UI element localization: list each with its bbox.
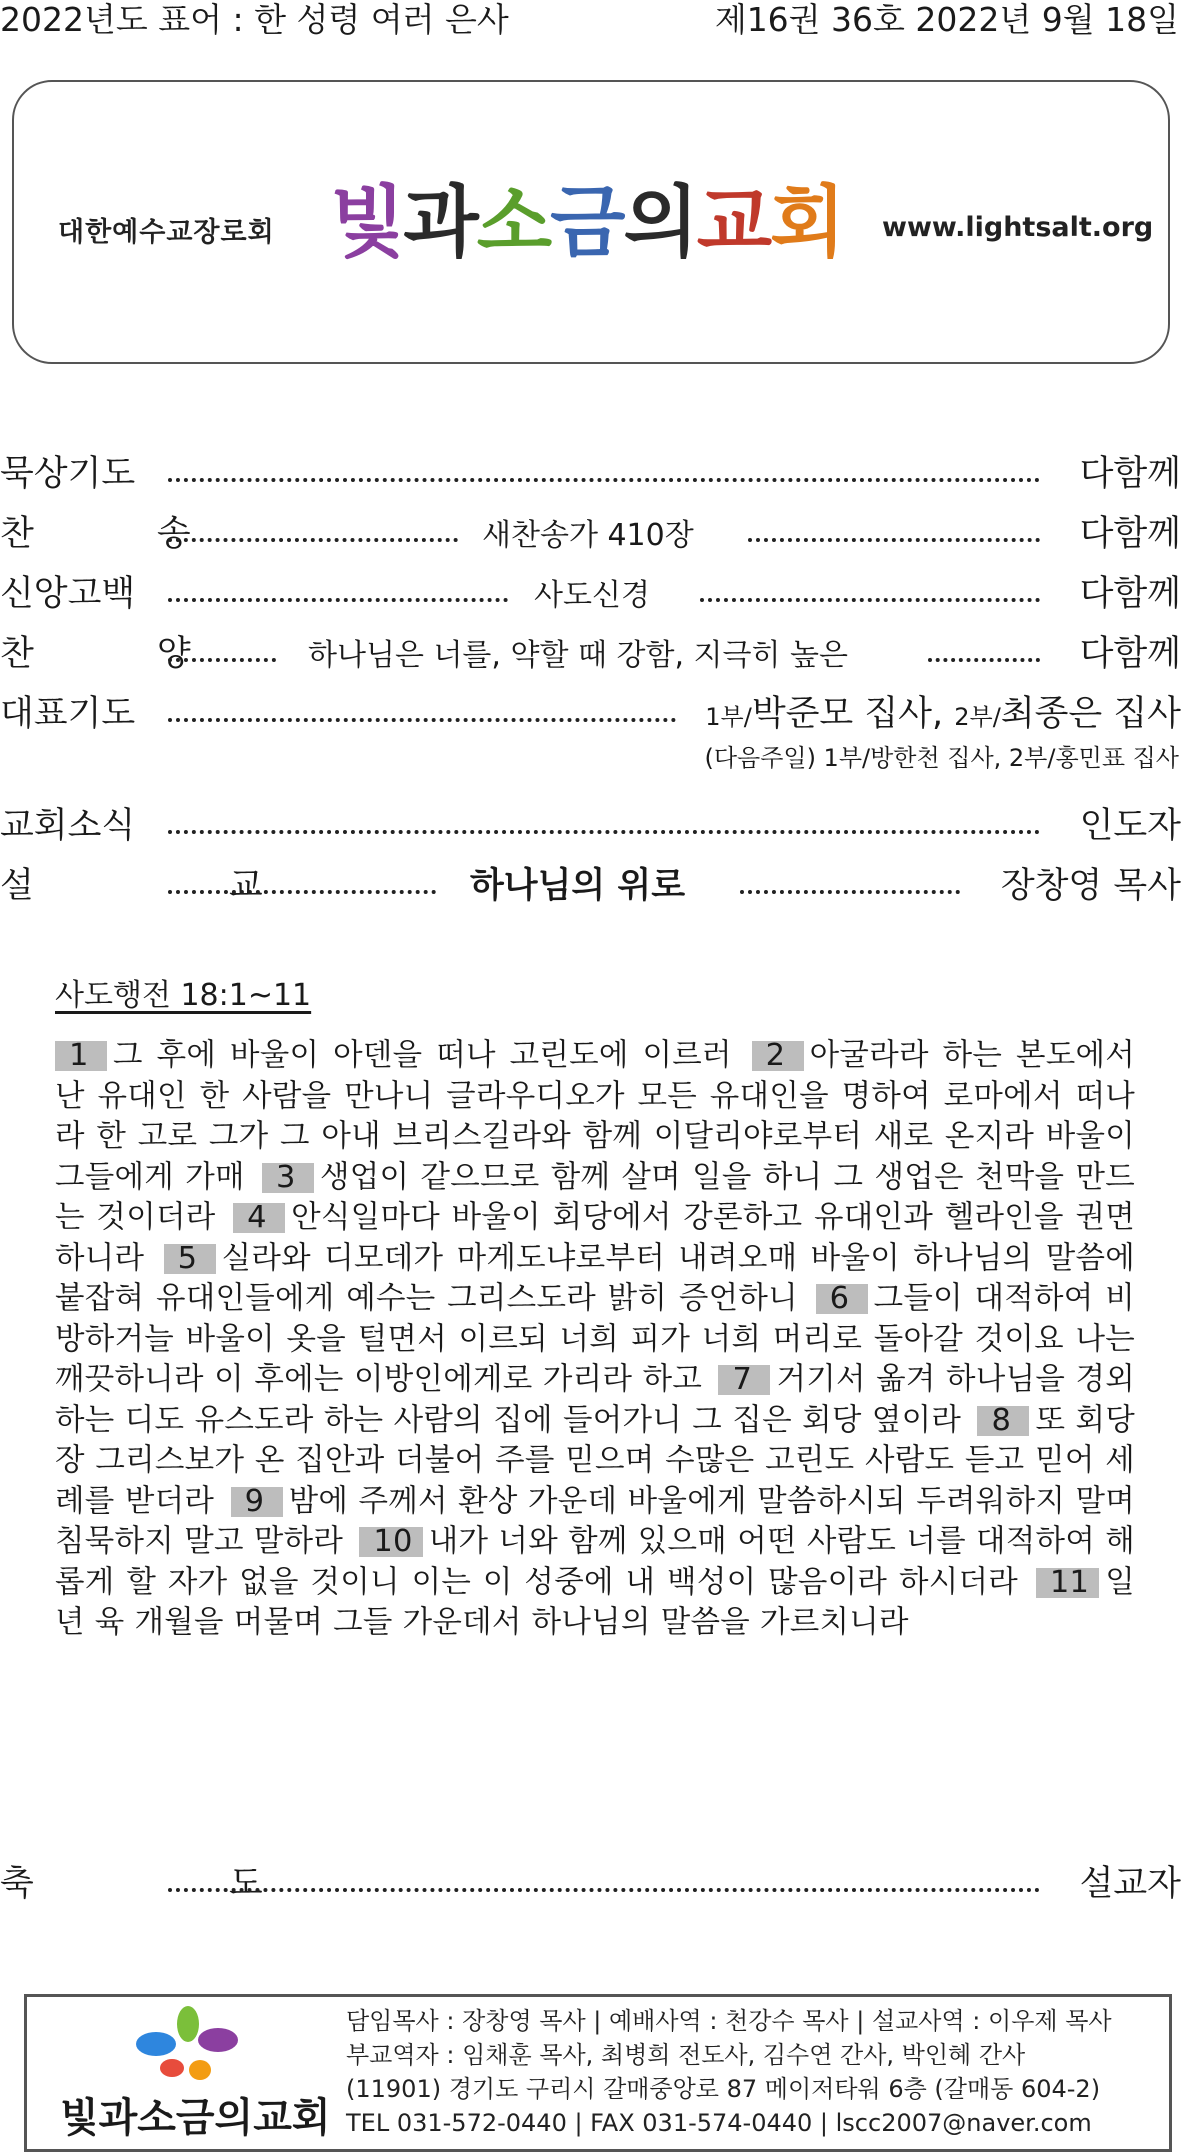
- order-row-representative-prayer: [0, 688, 1181, 740]
- dot-leader: [168, 598, 508, 602]
- order-label: 교회소식: [0, 806, 136, 846]
- order-label: 축 도: [0, 1864, 355, 1904]
- preacher: 장창영 목사: [1000, 866, 1181, 906]
- petal-bottom-right-icon: [189, 2060, 211, 2080]
- issue-date: 제16권 36호 2022년 9월 18일: [714, 0, 1179, 39]
- petal-left-icon: [136, 2032, 176, 2056]
- dot-leader: [168, 890, 436, 894]
- order-leader: 다함께: [1079, 454, 1181, 494]
- dot-leader: [700, 598, 1040, 602]
- order-row-creed: [0, 568, 1181, 620]
- church-website[interactable]: www.lightsalt.org: [882, 212, 1154, 243]
- verse-text: 거기서 옮겨 하나님을 경외하는 디도 유스도라 하는 사람의 집에 들어가니 그 집은 회당 옆이라: [55, 1362, 1135, 1438]
- verse-number: 4: [233, 1203, 285, 1233]
- order-label: 묵상기도: [0, 454, 136, 494]
- verse-number: 6: [816, 1284, 868, 1314]
- order-label: 대표기도: [0, 694, 136, 734]
- dot-leader: [168, 830, 1040, 834]
- order-label: 찬 송: [0, 514, 247, 554]
- footer-staff: 부교역자 : 임채훈 목사, 최병희 전도사, 김수연 간사, 박인혜 간사: [346, 2041, 1026, 2069]
- order-row-announcements: [0, 800, 1181, 852]
- order-row-hymn: [0, 508, 1181, 560]
- dot-leader: [168, 478, 1040, 482]
- dot-leader: [168, 658, 276, 662]
- verse-text: 그들이 대적하여 비방하거늘 바울이 옷을 털면서 이르되 너희 피가 너희 머리로 돌아갈 것이요 나는 깨끗하니라 이 후에는 이방인에게로 가리라 하고: [55, 1281, 1135, 1397]
- scripture-text: [55, 1036, 1135, 1644]
- petal-top-icon: [177, 2006, 199, 2042]
- verse-text: 밤에 주께서 환상 가운데 바울에게 말씀하시되 두려워하지 말며 침묵하지 말고 말하라: [55, 1483, 1135, 1559]
- order-leader: 인도자: [1079, 806, 1181, 846]
- service-1-label: 1부/: [705, 703, 752, 731]
- logo-char: 회: [770, 178, 844, 268]
- sermon-title: 하나님의 위로: [470, 866, 686, 906]
- dot-leader: [748, 538, 1040, 542]
- dot-leader: [168, 1888, 1040, 1892]
- verse-number: 2: [752, 1041, 804, 1071]
- scripture-reference: 사도행전 18:1~11: [55, 978, 312, 1013]
- annual-motto: 2022년도 표어 : 한 성령 여러 은사: [0, 0, 509, 39]
- order-label: 설 교: [0, 866, 355, 906]
- verse-number: 9: [231, 1487, 283, 1517]
- service-1-prayer: 박준모 집사,: [751, 694, 944, 734]
- verse-text: 안식일마다 바울이 회당에서 강론하고 유대인과 헬라인을 권면하니라: [55, 1200, 1135, 1276]
- verse-number: 5: [164, 1244, 216, 1274]
- logo-char: 빛: [330, 178, 404, 268]
- order-row-silent-prayer: [0, 448, 1181, 500]
- dot-leader: [740, 890, 960, 894]
- verse-text: 실라와 디모데가 마게도냐로부터 내려오매 바울이 하나님의 말씀에 붙잡혀 유대인들에게 예수는 그리스도라 밝히 증언하니: [55, 1240, 1135, 1316]
- petal-right-icon: [198, 2028, 238, 2052]
- footer-church-logo: 빛과소금의교회: [60, 2095, 331, 2141]
- footer-pastors: 담임목사 : 장창영 목사 | 예배사역 : 천강수 목사 | 설교사역 : 이우제 목사: [346, 2007, 1112, 2035]
- order-label: 신앙고백: [0, 574, 136, 614]
- denomination-name: 대한예수교장로회: [58, 217, 275, 248]
- order-leader: 다함께: [1079, 574, 1181, 614]
- service-2-label: 2부/: [954, 703, 1001, 731]
- order-leader: 설교자: [1079, 1864, 1181, 1904]
- verse-text: 생업이 같으므로 함께 살며 일을 하니 그 생업은 천막을 만드는 것이더라: [55, 1159, 1135, 1235]
- verse-text: 아굴라라 하는 본도에서 난 유대인 한 사람을 만나니 글라우디오가 모든 유대인을 명하여 로마에서 떠나라 한 고로 그가 그 아내 브리스길라와 함께 이달리야로부터 새로 온지라 바울이 그들에게 가매: [55, 1038, 1135, 1195]
- logo-char: 금: [550, 178, 624, 268]
- dot-leader: [168, 718, 676, 722]
- order-leader: 다함께: [1079, 634, 1181, 674]
- logo-char: 의: [623, 178, 697, 268]
- next-week-prayer: (다음주일) 1부/방한천 집사, 2부/홍민표 집사: [704, 744, 1179, 772]
- verse-number: 7: [718, 1365, 770, 1395]
- footer-contact[interactable]: TEL 031-572-0440 | FAX 031-574-0440 | lscc2007@naver.com: [346, 2109, 1092, 2137]
- verse-text: 또 회당장 그리스보가 온 집안과 더불어 주를 믿으며 수많은 고린도 사람도 듣고 믿어 세례를 받더라: [55, 1402, 1136, 1519]
- petal-bottom-left-icon: [160, 2059, 184, 2077]
- order-item: 새찬송가 410장: [482, 518, 694, 553]
- prayer-leaders: [705, 692, 1181, 739]
- verse-text: 내가 너와 함께 있으매 어떤 사람도 너를 대적하여 해롭게 할 자가 없을 것이니 이는 이 성중에 내 백성이 많음이라 하시더라: [55, 1524, 1135, 1600]
- footer-address: (11901) 경기도 구리시 갈매중앙로 87 메이저타워 6층 (갈매동 604-2): [346, 2075, 1101, 2103]
- logo-char: 소: [476, 178, 551, 268]
- dot-leader: [928, 658, 1040, 662]
- verse-number: 3: [262, 1163, 314, 1193]
- verse-text: 일 년 육 개월을 머물며 그들 가운데서 하나님의 말씀을 가르치니라: [55, 1564, 1135, 1640]
- order-item: 하나님은 너를, 약할 때 강함, 지극히 높은: [308, 638, 848, 673]
- dot-leader: [168, 538, 458, 542]
- verse-text: 그 후에 바울이 아덴을 떠나 고린도에 이르러: [113, 1038, 746, 1073]
- logo-char: 과: [403, 178, 477, 268]
- verse-number: 1: [55, 1041, 107, 1071]
- order-row-benediction: [0, 1858, 1181, 1910]
- verse-number: 10: [359, 1527, 422, 1557]
- logo-char: 교: [696, 178, 771, 268]
- order-row-praise: [0, 628, 1181, 680]
- order-item: 사도신경: [534, 578, 650, 613]
- order-label: 찬 양: [0, 634, 247, 674]
- church-flower-logo-icon: [128, 2004, 246, 2086]
- church-logo-text: [330, 178, 844, 268]
- order-row-sermon: [0, 860, 1181, 912]
- verse-number: 8: [977, 1406, 1029, 1436]
- order-leader: 다함께: [1079, 514, 1181, 554]
- verse-number: 11: [1036, 1568, 1099, 1598]
- service-2-prayer: 최종은 집사: [1000, 694, 1181, 734]
